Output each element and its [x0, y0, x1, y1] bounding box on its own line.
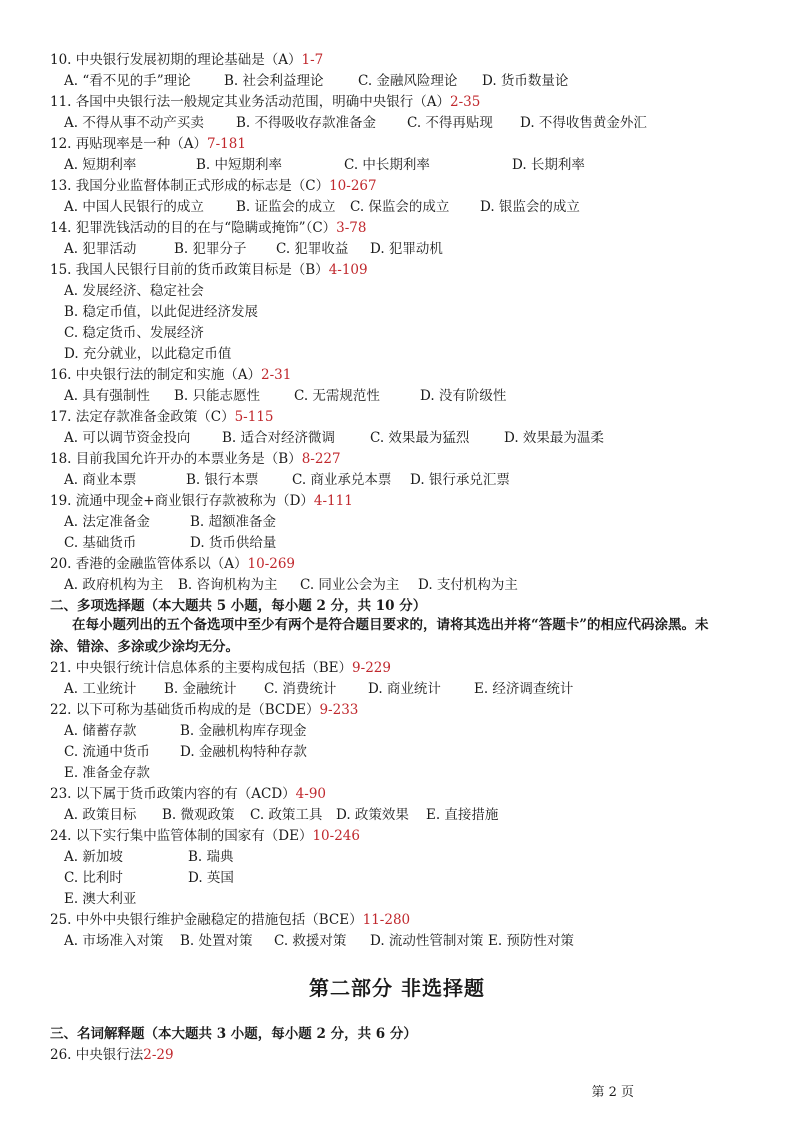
- question-18-options: [64, 470, 510, 490]
- question-25: [50, 910, 410, 930]
- question-15-option-c: C. 稳定货币、发展经济: [64, 325, 204, 341]
- option-d: D. 流动性管制对策: [370, 933, 484, 949]
- option-c: C. 犯罪收益: [276, 241, 349, 257]
- option-a: A. “看不见的手”理论: [64, 73, 191, 89]
- question-text: 23. 以下属于货币政策内容的有（ACD）: [50, 786, 296, 802]
- option-b: B. 超额准备金: [190, 514, 277, 530]
- question-text: 20. 香港的金融监管体系以（A）: [50, 556, 248, 572]
- page-reference: 1-7: [301, 52, 324, 68]
- instruction-line-2: 涂、错涂、多涂或少涂均无分。: [50, 639, 239, 655]
- option-b: B. 瑞典: [188, 849, 234, 865]
- question-text: 15. 我国人民银行目前的货币政策目标是（B）: [50, 262, 329, 278]
- question-text: 22. 以下可称为基础货币构成的是（BCDE）: [50, 702, 320, 718]
- question-text: 14. 犯罪洗钱活动的目的在与“隐瞒或掩饰”（C）: [50, 220, 337, 236]
- option-a: A. 商业本票: [64, 472, 137, 488]
- option-a: A. 短期利率: [64, 157, 137, 173]
- page-reference: 5-115: [234, 409, 274, 425]
- question-10-options: [64, 71, 569, 91]
- question-22-option-e: E. 准备金存款: [64, 765, 150, 781]
- part-2-title: 第二部分 非选择题: [309, 976, 485, 1000]
- question-24-options-cd: [64, 868, 234, 888]
- page-reference: 9-229: [352, 660, 391, 676]
- option-a: A. 市场准入对策: [64, 933, 164, 949]
- question-12: [50, 134, 246, 154]
- option-d: D. 英国: [188, 870, 234, 886]
- instruction-line-1: 在每小题列出的五个备选项中至少有两个是符合题目要求的，请将其选出并将“答题卡”的相应代码涂黑。未: [72, 617, 709, 633]
- option-b: B. 金融机构库存现金: [180, 723, 307, 739]
- question-text: 10. 中央银行发展初期的理论基础是（A）: [50, 52, 302, 68]
- option-d: D. 支付机构为主: [418, 577, 518, 593]
- option-d: D. 货币数量论: [482, 73, 569, 89]
- question-text: 11. 各国中央银行法一般规定其业务活动范围，明确中央银行（A）: [50, 94, 451, 110]
- question-19-options-cd: [64, 533, 277, 553]
- option-b: B. 社会利益理论: [224, 73, 324, 89]
- page-reference: 11-280: [362, 912, 411, 928]
- question-15: [50, 260, 368, 280]
- question-text: 25. 中外中央银行维护金融稳定的措施包括（BCE）: [50, 912, 363, 928]
- option-a: A. 工业统计: [64, 681, 137, 697]
- question-22-options-cd: [64, 742, 307, 762]
- option-a: A. 具有强制性: [64, 388, 150, 404]
- option-b: B. 犯罪分子: [174, 241, 247, 257]
- page-reference: 10-267: [329, 178, 377, 194]
- option-c: C. 比利时: [64, 870, 123, 886]
- option-c: C. 无需规范性: [294, 388, 380, 404]
- question-14-options: [64, 239, 443, 259]
- question-text: 13. 我国分业监督体制正式形成的标志是（C）: [50, 178, 330, 194]
- question-text: 24. 以下实行集中监管体制的国家有（DE）: [50, 828, 313, 844]
- page-number: 第 2 页: [591, 1085, 634, 1100]
- page-reference: 2-31: [261, 367, 292, 383]
- option-a: A. 可以调节资金投向: [64, 430, 191, 446]
- question-21-options: [64, 679, 574, 699]
- option-a: A. 新加坡: [64, 849, 123, 865]
- question-17-options: [64, 428, 604, 448]
- option-a: A. 不得从事不动产买卖: [64, 115, 204, 131]
- page-reference: 4-111: [313, 493, 353, 509]
- option-b: B. 处置对策: [180, 933, 253, 949]
- page-reference: 10-269: [247, 556, 296, 572]
- page-reference: 3-78: [336, 220, 367, 236]
- question-13-options: [64, 197, 580, 217]
- question-18: [50, 449, 341, 469]
- question-19: [50, 491, 353, 511]
- question-23-options: [64, 805, 499, 825]
- question-text: 18. 目前我国允许开办的本票业务是（B）: [50, 451, 302, 467]
- option-b: B. 适合对经济微调: [222, 430, 336, 446]
- question-16-options: [64, 386, 507, 406]
- question-10: [50, 50, 323, 70]
- question-15-option-b: B. 稳定币值，以此促进经济发展: [64, 304, 259, 320]
- question-24: [50, 826, 360, 846]
- question-text: 19. 流通中现金+商业银行存款被称为（D）: [50, 493, 314, 509]
- section-2-instructions: [50, 614, 750, 636]
- option-b: B. 银行本票: [186, 472, 259, 488]
- question-15-option-d: D. 充分就业，以此稳定币值: [64, 346, 232, 362]
- question-15-option-a: A. 发展经济、稳定社会: [64, 283, 204, 299]
- option-c: C. 同业公会为主: [300, 577, 400, 593]
- option-c: C. 金融风险理论: [358, 73, 458, 89]
- option-b: B. 金融统计: [164, 681, 237, 697]
- question-text: 21. 中央银行统计信息体系的主要构成包括（BE）: [50, 660, 353, 676]
- question-24-options-ab: [64, 847, 234, 867]
- option-c: C. 流通中货币: [64, 744, 150, 760]
- option-c: C. 消费统计: [264, 681, 337, 697]
- question-19-options-ab: [64, 512, 277, 532]
- option-a: A. 政策目标: [64, 807, 137, 823]
- question-text: 12. 再贴现率是一种（A）: [50, 136, 208, 152]
- page-reference: 2-35: [450, 94, 481, 110]
- page-reference: 4-109: [328, 262, 368, 278]
- section-3-title: 三、名词解释题（本大题共 3 小题，每小题 2 分，共 6 分）: [50, 1026, 417, 1042]
- question-13: [50, 176, 377, 196]
- option-d: D. 银监会的成立: [480, 199, 580, 215]
- question-12-options: [64, 155, 585, 175]
- question-21: [50, 658, 391, 678]
- option-c: C. 政策工具: [250, 807, 323, 823]
- question-text: 16. 中央银行法的制定和实施（A）: [50, 367, 262, 383]
- option-b: B. 中短期利率: [196, 157, 283, 173]
- page-reference: 7-181: [207, 136, 246, 152]
- option-a: A. 犯罪活动: [64, 241, 137, 257]
- question-11-options: [64, 113, 647, 133]
- option-c: C. 中长期利率: [344, 157, 430, 173]
- option-d: D. 长期利率: [512, 157, 585, 173]
- question-26: [50, 1045, 174, 1065]
- question-22: [50, 700, 358, 720]
- option-d: D. 银行承兑汇票: [410, 472, 510, 488]
- question-20-options: [64, 575, 518, 595]
- option-d: D. 金融机构特种存款: [180, 744, 307, 760]
- section-2-title: 二、多项选择题（本大题共 5 小题，每小题 2 分，共 10 分）: [50, 598, 427, 614]
- option-d: D. 不得收售黄金外汇: [520, 115, 647, 131]
- question-text: 17. 法定存款准备金政策（C）: [50, 409, 235, 425]
- option-d: D. 没有阶级性: [420, 388, 507, 404]
- option-a: A. 政府机构为主: [64, 577, 164, 593]
- option-b: B. 证监会的成立: [236, 199, 336, 215]
- option-d: D. 政策效果: [336, 807, 409, 823]
- option-c: C. 商业承兑本票: [292, 472, 392, 488]
- page-reference: 10-246: [312, 828, 360, 844]
- option-b: B. 不得吸收存款准备金: [236, 115, 377, 131]
- question-24-option-e: E. 澳大利亚: [64, 891, 137, 907]
- question-text: 26. 中央银行法: [50, 1047, 144, 1063]
- option-e: E. 直接措施: [426, 807, 499, 823]
- question-23: [50, 784, 326, 804]
- page-reference: 2-29: [143, 1047, 174, 1063]
- option-c: C. 基础货币: [64, 535, 137, 551]
- option-b: B. 咨询机构为主: [178, 577, 278, 593]
- question-16: [50, 365, 291, 385]
- option-b: B. 微观政策: [162, 807, 235, 823]
- option-a: A. 法定准备金: [64, 514, 150, 530]
- section-2-instructions-cont: [50, 636, 750, 658]
- question-17: [50, 407, 274, 427]
- option-c: C. 效果最为猛烈: [370, 430, 470, 446]
- option-d: D. 商业统计: [368, 681, 441, 697]
- option-d: D. 效果最为温柔: [504, 430, 604, 446]
- question-20: [50, 554, 295, 574]
- question-25-options: [64, 931, 574, 951]
- question-22-options-ab: [64, 721, 307, 741]
- option-b: B. 只能志愿性: [174, 388, 261, 404]
- option-e: E. 预防性对策: [488, 933, 574, 949]
- question-11: [50, 92, 480, 112]
- option-c: C. 救援对策: [274, 933, 347, 949]
- page-reference: 8-227: [301, 451, 341, 467]
- option-d: D. 货币供给量: [190, 535, 277, 551]
- option-e: E. 经济调查统计: [474, 681, 574, 697]
- option-a: A. 储蓄存款: [64, 723, 137, 739]
- option-d: D. 犯罪动机: [370, 241, 443, 257]
- option-c: C. 保监会的成立: [350, 199, 450, 215]
- page-reference: 4-90: [295, 786, 327, 802]
- question-14: [50, 218, 367, 238]
- page-reference: 9-233: [319, 702, 359, 718]
- option-a: A. 中国人民银行的成立: [64, 199, 204, 215]
- option-c: C. 不得再贴现: [407, 115, 493, 131]
